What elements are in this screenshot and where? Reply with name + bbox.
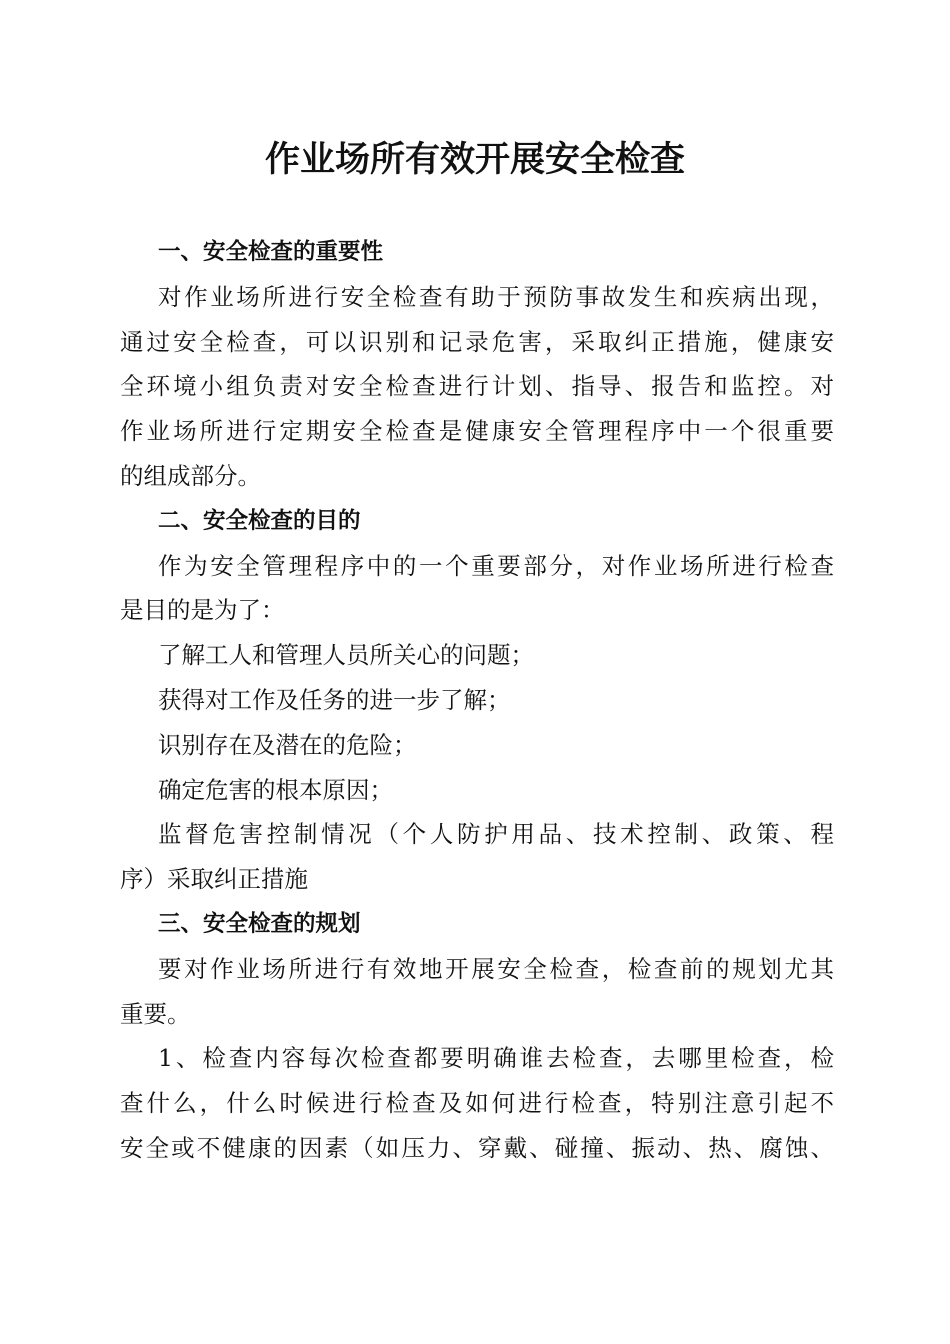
section-heading-purpose: 二、安全检查的目的 (158, 507, 361, 534)
paragraph-line: 作为安全管理程序中的一个重要部分，对作业场所进行检查 (158, 551, 834, 580)
paragraph-line: 是目的是为了： (120, 596, 285, 625)
section-heading-planning: 三、安全检查的规划 (158, 910, 361, 937)
paragraph-line: 全环境小组负责对安全检查进行计划、指导、报告和监控。对 (120, 372, 834, 401)
paragraph-line: 作业场所进行定期安全检查是健康安全管理程序中一个很重要 (120, 417, 834, 446)
list-item: 确定危害的根本原因； (158, 775, 393, 804)
paragraph-line: 要对作业场所进行有效地开展安全检查，检查前的规划尤其 (158, 954, 834, 983)
paragraph-line: 重要。 (120, 999, 191, 1028)
paragraph-line: 安全或不健康的因素（如压力、穿戴、碰撞、振动、热、腐蚀、 (120, 1133, 834, 1162)
paragraph-line: 对作业场所进行安全检查有助于预防事故发生和疾病出现， (158, 282, 834, 311)
document-body (120, 230, 834, 1171)
paragraph-line: 的组成部分。 (120, 461, 261, 490)
list-item: 监督危害控制情况（个人防护用品、技术控制、政策、程 (158, 820, 834, 849)
paragraph-line: 通过安全检查，可以识别和记录危害，采取纠正措施，健康安 (120, 327, 834, 356)
paragraph-line: 1、检查内容每次检查都要明确谁去检查，去哪里检查，检 (158, 1044, 834, 1073)
list-item: 识别存在及潜在的危险； (158, 730, 417, 759)
document-title: 作业场所有效开展安全检查 (264, 139, 685, 180)
section-heading-importance: 一、安全检查的重要性 (158, 239, 384, 265)
paragraph-line: 查什么，什么时候进行检查及如何进行检查，特别注意引起不 (120, 1089, 834, 1118)
list-item: 了解工人和管理人员所关心的问题； (158, 641, 534, 670)
list-item: 获得对工作及任务的进一步了解； (158, 685, 511, 714)
list-item-continuation: 序）采取纠正措施 (120, 865, 308, 894)
